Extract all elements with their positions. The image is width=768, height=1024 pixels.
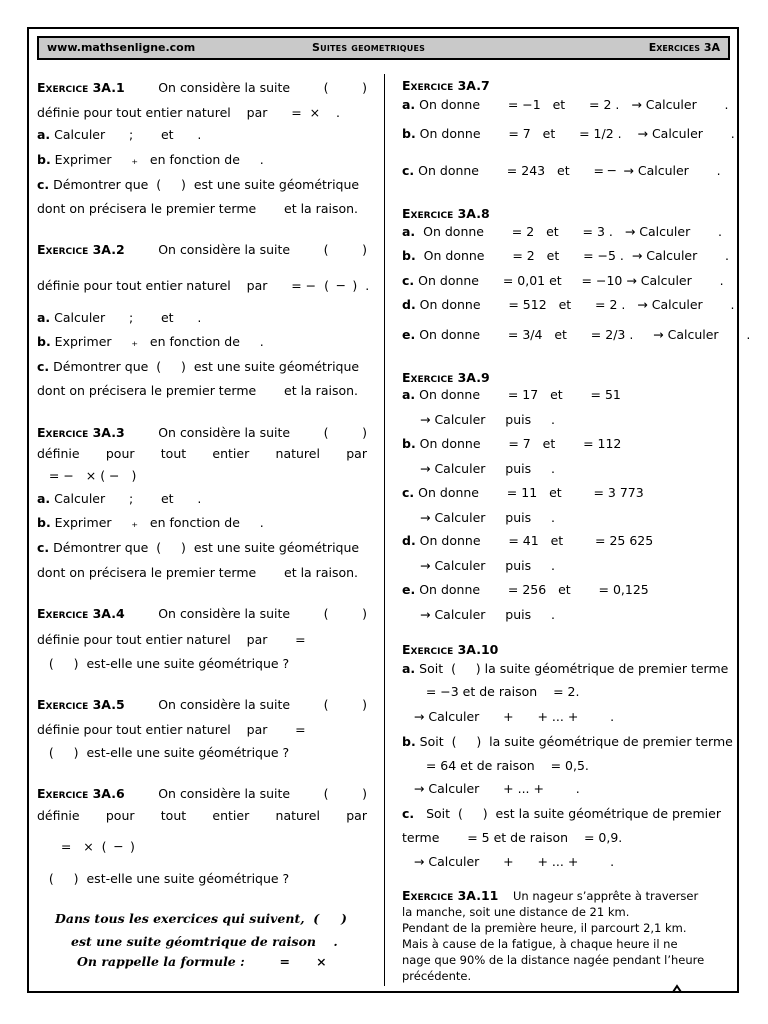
exercise-3a5-line: définie pour tout entier naturel par = <box>37 722 306 737</box>
exercise-3a5-question: ( ) est-elle une suite géométrique ? <box>37 745 290 760</box>
exercise-3a1-line: définie pour tout entier naturel par = × . <box>37 105 340 120</box>
exercise-set-label: Exercices 3A <box>648 41 720 54</box>
exercise-3a9-part-a: a. On donne = 17 et = 51 <box>402 387 621 402</box>
exercise-3a6-question: ( ) est-elle une suite géométrique ? <box>37 871 290 886</box>
exercise-3a2-heading: Exercice 3A.2 On considère la suite ( ) <box>37 242 367 257</box>
exercise-3a6-formula: = × ( ─ ) <box>37 839 135 854</box>
exercise-3a3-part-a: a. Calculer ; et . <box>37 491 202 506</box>
exercise-3a2-line: définie pour tout entier naturel par = − ( ─ ) . <box>37 278 370 293</box>
exercise-3a4-heading: Exercice 3A.4 On considère la suite ( ) <box>37 606 367 621</box>
exercise-3a8-title: Exercice 3A.8 <box>402 206 490 221</box>
exercise-3a8-part-e: e. On donne = 3/4 et = 2/3 . → Calculer . <box>402 327 751 342</box>
exercise-3a9-part-e: e. On donne = 256 et = 0,125 <box>402 582 649 597</box>
exercise-3a11-heading: Exercice 3A.11 Un nageur s’apprête à traverser <box>402 888 699 903</box>
note-line: On rappelle la formule : = × <box>77 954 327 969</box>
exercise-3a3-heading: Exercice 3A.3 On considère la suite ( ) <box>37 425 367 440</box>
exercise-3a9-part-d: d. On donne = 41 et = 25 625 <box>402 533 654 548</box>
site-url[interactable]: www.mathsenligne.com <box>47 41 196 54</box>
exercise-3a10-calc: → Calculer + + ... + . <box>402 709 615 724</box>
exercise-3a2-part-b: b. Exprimer ₊ en fonction de . <box>37 334 264 349</box>
exercise-3a1-part-c: c. Démontrer que ( ) est une suite géométrique <box>37 177 360 192</box>
document-title: Suites geometriques <box>312 41 426 54</box>
exercise-3a6-line: définie pour tout entier naturel par <box>37 808 367 823</box>
exercise-3a10-line: = 64 et de raison = 0,5. <box>402 758 589 773</box>
exercise-3a1-line: dont on précisera le premier terme et la raison. <box>37 201 359 216</box>
exercise-3a9-calc: → Calculer puis . <box>420 607 555 622</box>
column-divider <box>384 74 385 986</box>
exercise-3a10-calc: → Calculer + ... + . <box>402 781 580 796</box>
exercise-3a8-part-c: c. On donne = 0,01 et = −10 → Calculer . <box>402 273 724 288</box>
exercise-3a10-line: = −3 et de raison = 2. <box>402 684 580 699</box>
exercise-3a9-title: Exercice 3A.9 <box>402 370 490 385</box>
exercise-3a7-part-b: b. On donne = 7 et = 1/2 . → Calculer . <box>402 126 735 141</box>
exercise-3a9-calc: → Calculer puis . <box>420 412 555 427</box>
exercise-3a3-line: dont on précisera le premier terme et la raison. <box>37 565 359 580</box>
note-line: Dans tous les exercices qui suivent, ( ) <box>55 911 347 926</box>
exercise-3a11-line: nage que 90% de la distance nagée pendant l’heure <box>402 953 705 967</box>
exercise-3a2-line: dont on précisera le premier terme et la raison. <box>37 383 359 398</box>
exercise-3a10-part-c: c. Soit ( ) est la suite géométrique de premier <box>402 806 721 821</box>
exercise-3a3-part-c: c. Démontrer que ( ) est une suite géométrique <box>37 540 360 555</box>
exercise-3a4-line: définie pour tout entier naturel par = <box>37 632 306 647</box>
exercise-3a7-title: Exercice 3A.7 <box>402 78 490 93</box>
exercise-3a9-part-c: c. On donne = 11 et = 3 773 <box>402 485 644 500</box>
exercise-3a8-part-d: d. On donne = 512 et = 2 . → Calculer . <box>402 297 735 312</box>
exercise-3a10-title: Exercice 3A.10 <box>402 642 499 657</box>
exercise-3a1-heading: Exercice 3A.1 On considère la suite ( ) <box>37 80 367 95</box>
exercise-3a9-part-b: b. On donne = 7 et = 112 <box>402 436 622 451</box>
exercise-3a5-heading: Exercice 3A.5 On considère la suite ( ) <box>37 697 367 712</box>
exercise-3a10-part-b: b. Soit ( ) la suite géométrique de premier terme <box>402 734 733 749</box>
exercise-3a9-calc: → Calculer puis . <box>420 510 555 525</box>
exercise-3a7-part-a: a. On donne = −1 et = 2 . → Calculer . <box>402 97 729 112</box>
exercise-3a11-line: la manche, soit une distance de 21 km. <box>402 905 630 919</box>
exercise-3a1-part-a: a. Calculer ; et . <box>37 127 202 142</box>
exercise-3a10-calc: → Calculer + + ... + . <box>402 854 615 869</box>
exercise-3a9-calc: → Calculer puis . <box>420 558 555 573</box>
exercise-3a11-line: Pendant de la première heure, il parcourt 2,1 km. <box>402 921 687 935</box>
exercise-3a8-part-b: b. On donne = 2 et = −5 . → Calculer . <box>402 248 730 263</box>
exercise-3a11-line: Mais à cause de la fatigue, à chaque heure il ne <box>402 937 678 951</box>
exercise-3a3-line: définie pour tout entier naturel par <box>37 446 367 461</box>
exercise-3a7-part-c: c. On donne = 243 et = ─ → Calculer . <box>402 163 721 178</box>
exercise-3a11-line: précédente. <box>402 969 472 983</box>
exercise-3a3-part-b: b. Exprimer ₊ en fonction de . <box>37 515 264 530</box>
exercise-3a9-calc: → Calculer puis . <box>420 461 555 476</box>
exercise-3a10-line: terme = 5 et de raison = 0,9. <box>402 830 623 845</box>
page-header <box>37 36 730 60</box>
exercise-3a10-part-a: a. Soit ( ) la suite géométrique de premier terme <box>402 661 729 676</box>
exercise-3a3-formula: = − × ( − ) <box>37 468 137 483</box>
exercise-3a8-part-a: a. On donne = 2 et = 3 . → Calculer . <box>402 224 723 239</box>
page-corner-mark <box>665 980 739 994</box>
exercise-3a2-part-a: a. Calculer ; et . <box>37 310 202 325</box>
exercise-3a2-part-c: c. Démontrer que ( ) est une suite géométrique <box>37 359 360 374</box>
exercise-3a4-question: ( ) est-elle une suite géométrique ? <box>37 656 290 671</box>
note-line: est une suite géomtrique de raison . <box>71 934 338 949</box>
exercise-3a1-part-b: b. Exprimer ₊ en fonction de . <box>37 152 264 167</box>
exercise-3a6-heading: Exercice 3A.6 On considère la suite ( ) <box>37 786 367 801</box>
